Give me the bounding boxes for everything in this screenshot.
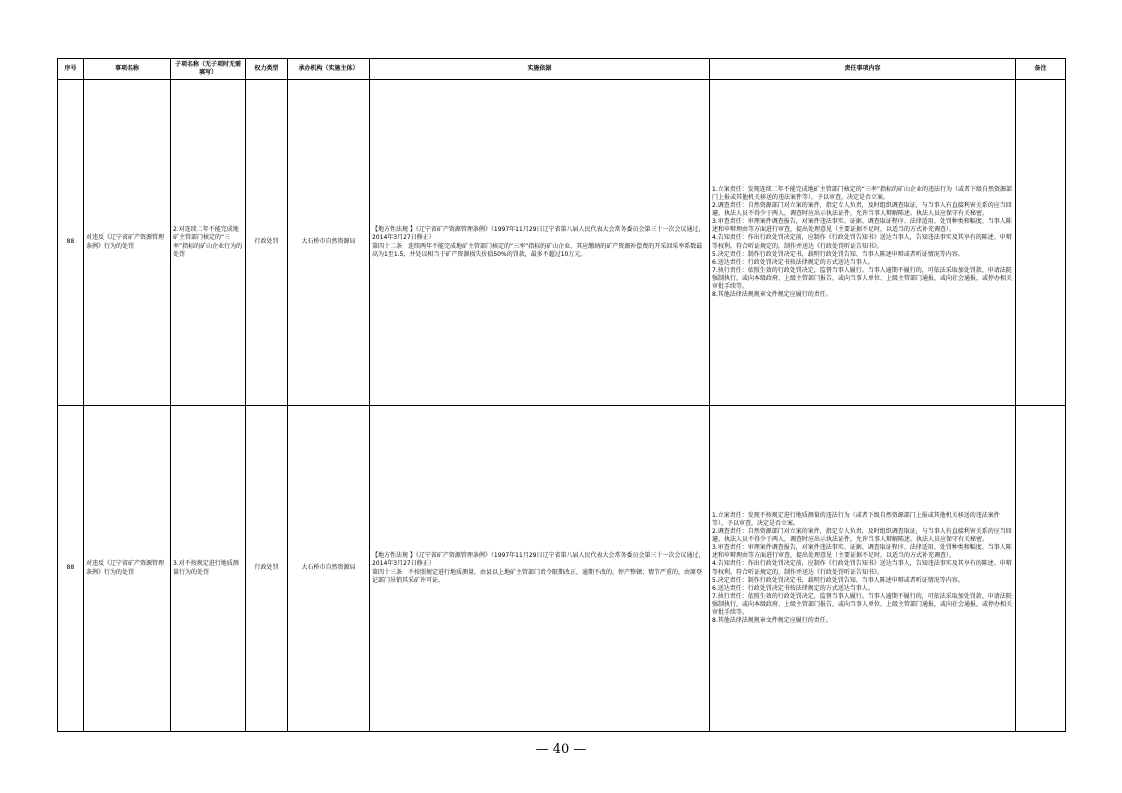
table-row: [58, 80, 1066, 406]
responsibility-line: 2.调查责任：自然资源部门对立案的案件，指定专人负责，及时组织调查取证，与当事人有直接利害关系的应当回避。执法人员不得少于两人，调查时应出示执法证件，允许当事人辩解陈述。执法人员应保守有关秘密。: [712, 202, 1012, 218]
responsibility-line: 8.其他法律法规规章文件规定应履行的责任。: [712, 617, 832, 625]
header-responsibility: 责任事项内容: [710, 59, 1016, 80]
cell-sub-item: 2.对连续二年不能完成地矿主管部门核定的“三率”指标的矿山企业行为的处罚: [171, 80, 246, 406]
basis-line: 第四十二条 连续两年不能完成地矿主管部门核定的“三率”指标的矿山企业，其应缴纳的矿产资源补偿费的开采回采率系数最高为1至1.5，并处以相当于矿产资源损失价值50%的罚款，最多不超过10万元。: [372, 242, 703, 258]
cell-basis: [370, 406, 710, 732]
header-no: 序号: [58, 59, 84, 80]
header-row: [58, 59, 1066, 80]
cell-agency: 大石桥市自然资源局: [288, 80, 370, 406]
basis-line: 【地方性法规 】《辽宁省矿产资源管理条例》（1997年11月29日辽宁省第八届人民代表大会常务委员会第三十一次会议通过，2014年3月27日修正）: [372, 552, 705, 568]
cell-remarks: [1016, 406, 1066, 732]
cell-no: 88: [58, 80, 84, 406]
responsibility-line: 3.审查责任：审理案件调查报告，对案件违法事实、证据、调查取证程序、法律适用、处罚种类和幅度、当事人陈述和申辩理由等方面进行审查，提出处理意见（主要证据不足时，以适当的方式补充调查）。: [712, 544, 1012, 560]
responsibility-line: 1.立案责任：发现不按规定进行地质测量的违法行为（或者下级自然资源部门上报或其他机关移送的违法案件等），予以审查，决定是否立案。: [712, 511, 1000, 527]
header-remarks: 备注: [1016, 59, 1066, 80]
cell-agency: 大石桥市自然资源局: [288, 406, 370, 732]
header-agency: 承办机构（实施主体）: [288, 59, 370, 80]
basis-line: 【地方性法规 】《辽宁省矿产资源管理条例》（1997年11月29日辽宁省第八届人民代表大会常务委员会第三十一次会议通过，2014年3月27日修正）: [372, 226, 705, 242]
cell-item-name: 对违反《辽宁省矿产资源管理条例》行为的处罚: [84, 406, 171, 732]
header-basis: 实施依据: [370, 59, 710, 80]
responsibility-line: 4.告知责任：作出行政处罚决定前，应制作《行政处罚告知书》送达当事人，告知违法事实及其享有的陈述、申辩等权利。符合听证规定的，制作并送达《行政处罚听证告知书》。: [712, 560, 1012, 576]
responsibility-line: 2.调查责任：自然资源部门对立案的案件，指定专人负责，及时组织调查取证，与当事人有直接利害关系的应当回避。执法人员不得少于两人，调查时应出示执法证件，允许当事人辩解陈述。执法人员应保守有关秘密。: [712, 528, 1012, 544]
cell-responsibility: [710, 406, 1016, 732]
responsibility-line: 6.送达责任：行政处罚决定书按法律规定的方式送达当事人。: [712, 584, 874, 592]
cell-responsibility: [710, 80, 1016, 406]
page-number: — 40 —: [535, 742, 587, 757]
responsibility-line: 1.立案责任：发现连续二年不能完成地矿主管部门核定的“三率”指标的矿山企业的违法行为（或者下级自然资源部门上报或其他机关移送的违法案件等），予以审查，决定是否立案。: [712, 185, 1012, 201]
responsibility-line: 7.执行责任：依照生效的行政处罚决定，监督当事人履行。当事人逾期不履行的，可依法采取加处罚款、申请法院强制执行，或向本级政府、上级主管部门报告，或向当事人单位、上级主管部门通报，或向社会通报，或停办相关审批手续等。: [712, 266, 1013, 290]
responsibility-line: 7.执行责任：依照生效的行政处罚决定，监督当事人履行。当事人逾期不履行的，可依法采取加处罚款、申请法院强制执行，或向本级政府、上级主管部门报告，或向当事人单位、上级主管部门通报，或向社会通报，或停办相关审批手续等。: [712, 592, 1013, 616]
responsibility-line: 4.告知责任：作出行政处罚决定前，应制作《行政处罚告知书》送达当事人，告知违法事实及其享有的陈述、申辩等权利。符合听证规定的，制作并送达《行政处罚听证告知书》。: [712, 234, 1012, 250]
header-power-type: 权力类型: [246, 59, 288, 80]
cell-power-type: 行政处罚: [246, 80, 288, 406]
header-item-name: 事项名称: [84, 59, 171, 80]
cell-basis: [370, 80, 710, 406]
responsibility-line: 8.其他法律法规规章文件规定应履行的责任。: [712, 291, 832, 299]
cell-no: 88: [58, 406, 84, 732]
cell-sub-item: 3.对不按规定进行地质测量行为的处罚: [171, 406, 246, 732]
cell-power-type: 行政处罚: [246, 406, 288, 732]
header-sub-item: 子项名称（无子项时无需填写）: [171, 59, 246, 80]
responsibility-line: 5.决定责任：制作行政处罚决定书，载明行政处罚告知、当事人陈述申辩或者听证情况等内容。: [712, 576, 964, 584]
responsibility-line: 6.送达责任：行政处罚决定书按法律规定的方式送达当事人。: [712, 258, 874, 266]
responsibility-line: 5.决定责任：制作行政处罚决定书，载明行政处罚告知、当事人陈述申辩或者听证情况等内容。: [712, 250, 964, 258]
basis-line: 第四十三条 不按照规定进行地质测量，由县以上地矿主管部门责令限期改正，逾期不改的，停产整顿；情节严重的，由原登记部门吊销其采矿许可证。: [372, 568, 703, 584]
cell-remarks: [1016, 80, 1066, 406]
responsibility-line: 3.审查责任：审理案件调查报告，对案件违法事实、证据、调查取证程序、法律适用、处罚种类和幅度、当事人陈述和申辩理由等方面进行审查，提出处理意见（主要证据不足时，以适当的方式补充调查）。: [712, 218, 1012, 234]
table-row: [58, 406, 1066, 732]
cell-item-name: 对违反《辽宁省矿产资源管理条例》行为的处罚: [84, 80, 171, 406]
responsibility-table: [57, 58, 1066, 732]
